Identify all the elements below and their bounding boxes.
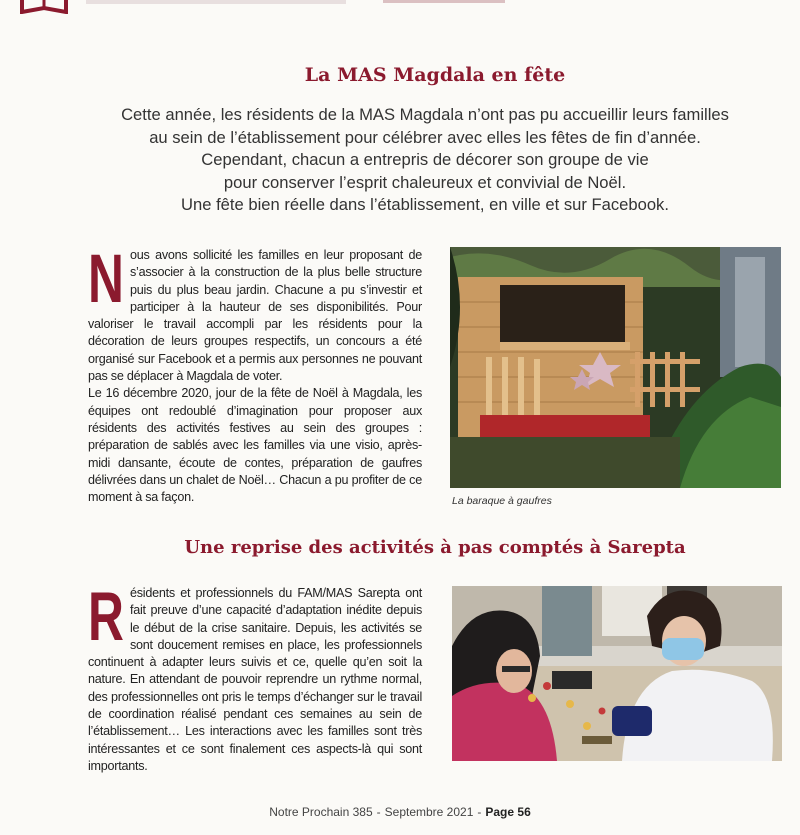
intro-line: Une fête bien réelle dans l’établissement, en ville et sur Facebook. — [181, 195, 669, 214]
intro-line: au sein de l’établissement pour célébrer avec elles les fêtes de fin d’année. — [149, 127, 701, 147]
photo-waffle-chalet — [450, 247, 781, 488]
page-footer — [0, 805, 800, 819]
dropcap: R — [88, 578, 124, 655]
header-strip — [0, 0, 800, 14]
article-body-magdala — [88, 240, 422, 506]
footer-publication: Notre Prochain 385 — [269, 805, 373, 819]
paragraph: Le 16 décembre 2020, jour de la fête de Noël à Magdala, les équipes ont redoublé d’imagination pour proposer aux résidents des activités festives au sein des groupes : préparation de sablés avec les familles via une visio, après-midi dansante, écoute de contes, préparation de gaufres délivrées dans un chalet de Noël… Chacun a pu profiter de ce moment à sa façon. — [88, 386, 422, 505]
footer-separator: - — [376, 805, 381, 819]
article-intro — [110, 104, 740, 217]
article-body-sarepta — [88, 578, 422, 775]
footer-page-number: Page 56 — [485, 805, 531, 819]
intro-line: pour conserver l’esprit chaleureux et convivial de Noël. — [223, 172, 627, 192]
photo-board-game — [452, 586, 782, 761]
intro-line: Cette année, les résidents de la MAS Magdala n’ont pas pu accueillir leurs familles — [121, 105, 729, 124]
intro-line: Cependant, chacun a entrepris de décorer son groupe de vie — [201, 150, 649, 169]
dropcap: N — [88, 240, 124, 317]
header-ghost-text-accent — [383, 0, 505, 3]
header-ghost-text — [86, 0, 346, 4]
book-icon — [20, 0, 68, 14]
footer-separator: - — [477, 805, 482, 819]
article-title-magdala: La MAS Magdala en fête — [304, 64, 566, 86]
paragraph: ous avons sollicité les familles en leur proposant de s’associer à la construction de la plus belle structure puis du plus beau jardin. Chacune a pu s’investir et participer à la hauteur de ses disponibilités. Pour valoriser le travail accompli par les résidents pour la décoration de leurs groupes respectifs, un concours a été organisé sur Facebook et a permis aux personnes ne pouvant pas se déplacer à Magdala de voter. — [88, 248, 422, 384]
paragraph: ésidents et professionnels du FAM/MAS Sarepta ont fait preuve d’une capacité d’adaptation inédite depuis le début de la crise sanitaire. Depuis, les activités se sont doucement remises en place, les professionnels continuent à adapter leurs suivis et ce, quelle qu’en soit la nature. En attendant de pouvoir reprendre un rythme normal, des professionnelles ont pris le temps d’échanger sur le travail de coordination réalisé pendant ces semaines au sein de l’établissement… Les interactions avec les familles sont très intéressantes et ce sont finalement ces aspects-là qui sont importants. — [88, 586, 422, 773]
photo-caption: La baraque à gaufres — [452, 495, 552, 507]
article-title-sarepta: Une reprise des activités à pas comptés à Sarepta — [184, 537, 686, 558]
footer-date: Septembre 2021 — [384, 805, 474, 819]
